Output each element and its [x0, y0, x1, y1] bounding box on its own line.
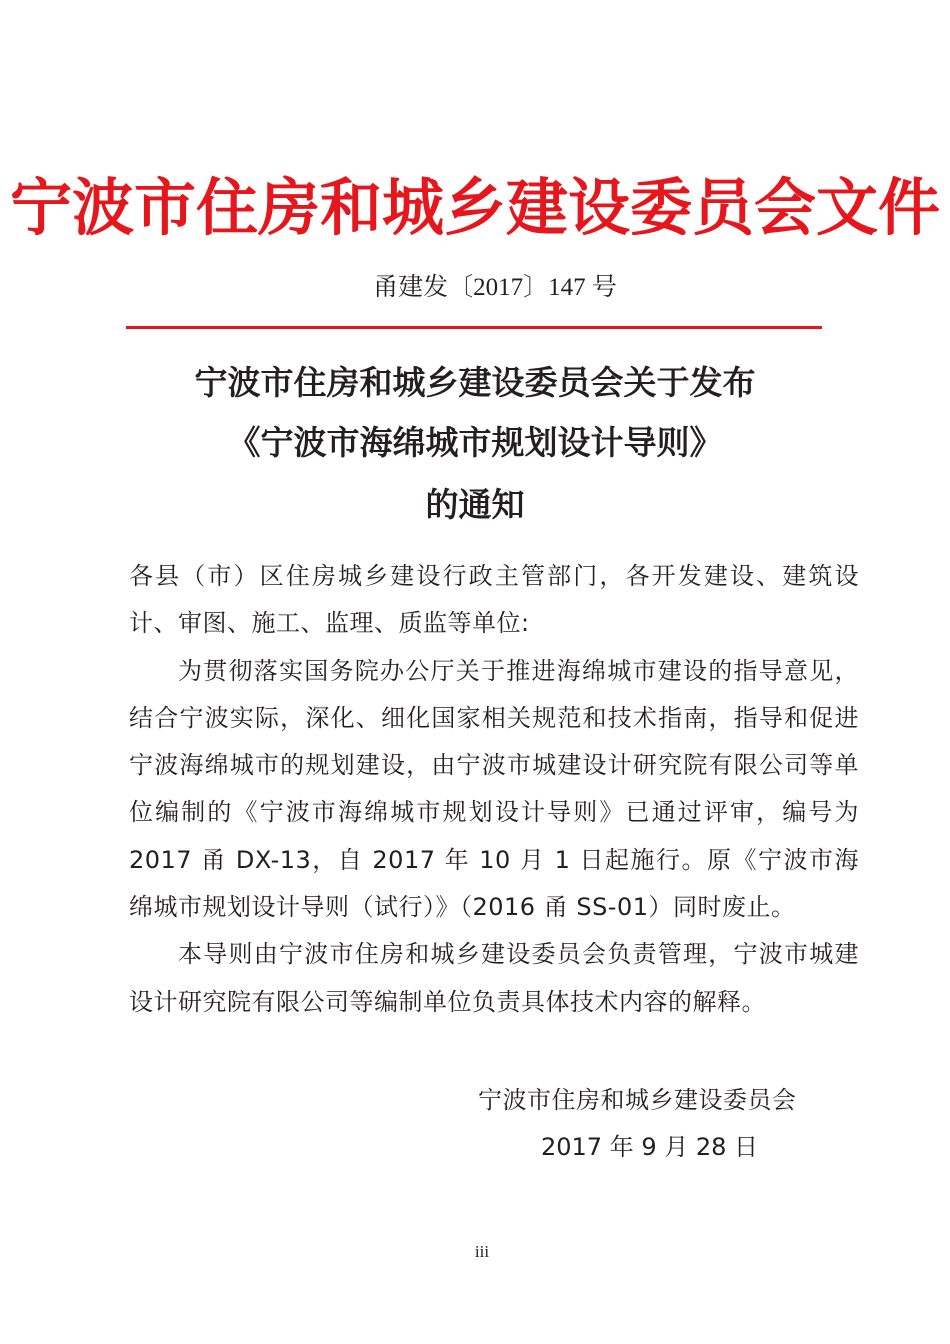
notice-title-line-2: 《宁波市海绵城市规划设计导则》: [227, 423, 723, 462]
body-paragraph-1: 为贯彻落实国务院办公厅关于推进海绵城市建设的指导意见，结合宁波实际，深化、细化国家相关规范和技术指南，指导和促进宁波海绵城市的规划建设，由宁波市城建设计研究院有限公司等单位编制的《宁波市海绵城市规划设计导则》已通过评审，编号为 2017 甬 DX-13，自 2017 年 10 月 1 日起施行。原《宁波市海绵城市规划设计导则（试行）》（2016 甬 SS-01）同时废止。: [129, 656, 859, 922]
document-header-title: 宁波市住房和城乡建设委员会文件: [9, 171, 940, 244]
body-paragraph-2: 本导则由宁波市住房和城乡建设委员会负责管理，宁波市城建设计研究院有限公司等编制单位负责具体技术内容的解释。: [129, 940, 859, 1016]
notice-body: [129, 553, 859, 1026]
signature-date: 2017 年 9 月 28 日: [541, 1133, 759, 1161]
notice-title-line-3: 的通知: [425, 485, 525, 524]
addressee: 各县（市）区住房城乡建设行政主管部门，各开发建设、建筑设计、审图、施工、监理、质监等单位:: [129, 562, 859, 638]
header-divider: [126, 326, 822, 329]
notice-title-line-1: 宁波市住房和城乡建设委员会关于发布: [194, 363, 756, 402]
signature-organization: 宁波市住房和城乡建设委员会: [478, 1086, 797, 1114]
document-number: 甬建发〔2017〕147 号: [373, 274, 617, 301]
page-number: iii: [474, 1242, 490, 1261]
